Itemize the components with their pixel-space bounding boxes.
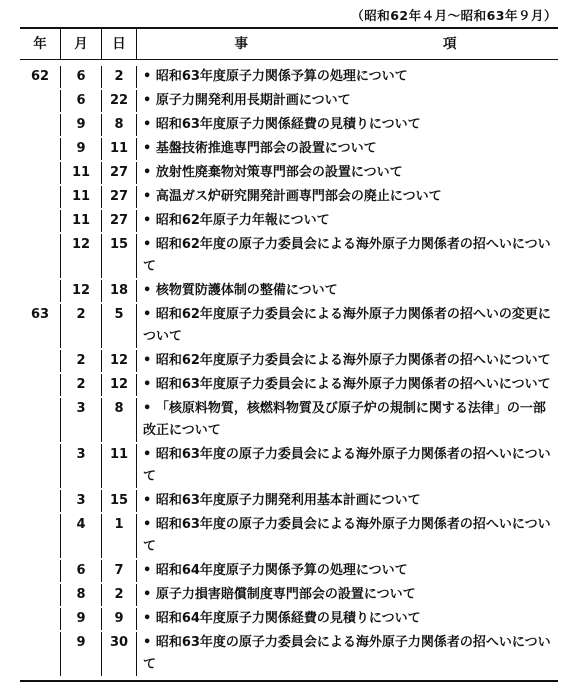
row-day: 12	[101, 350, 136, 372]
row-subject: • 昭和64年度原子力関係予算の処理について	[136, 560, 558, 582]
row-day: 22	[101, 90, 136, 112]
row-day: 30	[101, 632, 136, 676]
row-day: 2	[101, 584, 136, 606]
row-month: 12	[60, 234, 101, 278]
row-day: 15	[101, 234, 136, 278]
header-subject-1: 事	[234, 36, 248, 52]
row-day: 5	[101, 304, 136, 348]
row-day: 18	[101, 280, 136, 302]
row-year: 62	[30, 69, 50, 84]
table-row	[20, 160, 558, 184]
header-year: 年	[33, 36, 47, 52]
row-year	[20, 280, 60, 302]
row-month: 6	[60, 66, 101, 88]
header-subject-2: 項	[443, 36, 457, 52]
row-day: 27	[101, 162, 136, 184]
row-day: 11	[101, 138, 136, 160]
row-year	[20, 398, 60, 442]
table-row	[20, 582, 558, 606]
row-month: 11	[60, 210, 101, 232]
table-row	[20, 606, 558, 630]
row-subject: • 昭和63年度原子力関係経費の見積りについて	[136, 114, 558, 136]
row-month: 4	[60, 514, 101, 558]
table-row	[20, 278, 558, 302]
row-year: 63	[30, 307, 50, 322]
row-year	[20, 584, 60, 606]
table-row	[20, 396, 558, 442]
table-row	[20, 372, 558, 396]
row-month: 9	[60, 114, 101, 136]
row-year	[20, 374, 60, 396]
row-year	[20, 186, 60, 208]
row-day: 27	[101, 210, 136, 232]
table-row	[20, 208, 558, 232]
row-year	[20, 608, 60, 630]
row-month: 9	[60, 608, 101, 630]
row-day: 27	[101, 186, 136, 208]
table-row	[20, 558, 558, 582]
row-subject: • 昭和63年度原子力委員会による海外原子力関係者の招へいについて	[136, 374, 558, 396]
row-day: 9	[101, 608, 136, 630]
row-month: 3	[60, 398, 101, 442]
row-year	[20, 210, 60, 232]
table-row	[20, 232, 558, 278]
header-subject	[136, 29, 558, 59]
row-month: 3	[60, 444, 101, 488]
row-day: 1	[101, 514, 136, 558]
table-row	[20, 488, 558, 512]
row-month: 12	[60, 280, 101, 302]
row-year	[20, 350, 60, 372]
table-row	[20, 348, 558, 372]
row-subject: • 昭和63年度の原子力委員会による海外原子力関係者の招へいについて	[136, 632, 558, 676]
row-month: 8	[60, 584, 101, 606]
decisions-table	[20, 27, 558, 682]
row-subject: • 高温ガス炉研究開発計画専門部会の廃止について	[136, 186, 558, 208]
row-day: 7	[101, 560, 136, 582]
row-day: 2	[101, 66, 136, 88]
table-body	[20, 60, 558, 676]
row-subject: • 昭和63年度原子力関係予算の処理について	[136, 66, 558, 88]
row-subject: • 昭和62年原子力年報について	[136, 210, 558, 232]
row-year	[20, 138, 60, 160]
row-year	[20, 90, 60, 112]
table-row	[20, 184, 558, 208]
row-subject: • 昭和63年度原子力開発利用基本計画について	[136, 490, 558, 512]
row-day: 15	[101, 490, 136, 512]
row-year	[20, 632, 60, 676]
row-subject: • 昭和63年度の原子力委員会による海外原子力関係者の招へいについて	[136, 444, 558, 488]
row-day: 8	[101, 114, 136, 136]
row-subject: • 昭和62年度原子力委員会による海外原子力関係者の招へいの変更について	[136, 304, 558, 348]
row-day: 12	[101, 374, 136, 396]
row-day: 11	[101, 444, 136, 488]
row-year	[20, 560, 60, 582]
row-year	[20, 114, 60, 136]
row-year	[20, 490, 60, 512]
row-subject: • 放射性廃棄物対策専門部会の設置について	[136, 162, 558, 184]
row-month: 6	[60, 560, 101, 582]
row-year	[20, 444, 60, 488]
row-year	[20, 514, 60, 558]
table-header-row	[20, 29, 558, 59]
row-month: 11	[60, 186, 101, 208]
row-month: 2	[60, 374, 101, 396]
row-month: 11	[60, 162, 101, 184]
row-subject: • 原子力損害賠償制度専門部会の設置について	[136, 584, 558, 606]
row-subject: • 核物質防護体制の整備について	[136, 280, 558, 302]
row-month: 9	[60, 632, 101, 676]
header-day: 日	[101, 29, 136, 59]
row-year	[20, 162, 60, 184]
table-row	[20, 136, 558, 160]
row-day: 8	[101, 398, 136, 442]
row-subject: • 基盤技術推進専門部会の設置について	[136, 138, 558, 160]
table-row	[20, 112, 558, 136]
table-row	[20, 630, 558, 676]
row-year	[20, 234, 60, 278]
header-month: 月	[60, 29, 101, 59]
table-row	[20, 302, 558, 348]
period-caption: （昭和62年４月～昭和63年９月）	[351, 8, 557, 23]
row-subject: • 昭和62年度の原子力委員会による海外原子力関係者の招へいについて	[136, 234, 558, 278]
row-month: 2	[60, 304, 101, 348]
row-subject: • 原子力開発利用長期計画について	[136, 90, 558, 112]
table-row	[20, 88, 558, 112]
row-subject: • 昭和64年度原子力関係経費の見積りについて	[136, 608, 558, 630]
row-subject: • 昭和63年度の原子力委員会による海外原子力関係者の招へいについて	[136, 514, 558, 558]
row-subject: • 昭和62年度原子力委員会による海外原子力関係者の招へいについて	[136, 350, 558, 372]
row-month: 2	[60, 350, 101, 372]
table-row	[20, 442, 558, 488]
row-month: 6	[60, 90, 101, 112]
table-row	[20, 60, 558, 88]
row-month: 9	[60, 138, 101, 160]
table-row	[20, 512, 558, 558]
row-month: 3	[60, 490, 101, 512]
row-subject: • 「核原料物質，核燃料物質及び原子炉の規制に関する法律」の一部改正について	[136, 398, 558, 442]
